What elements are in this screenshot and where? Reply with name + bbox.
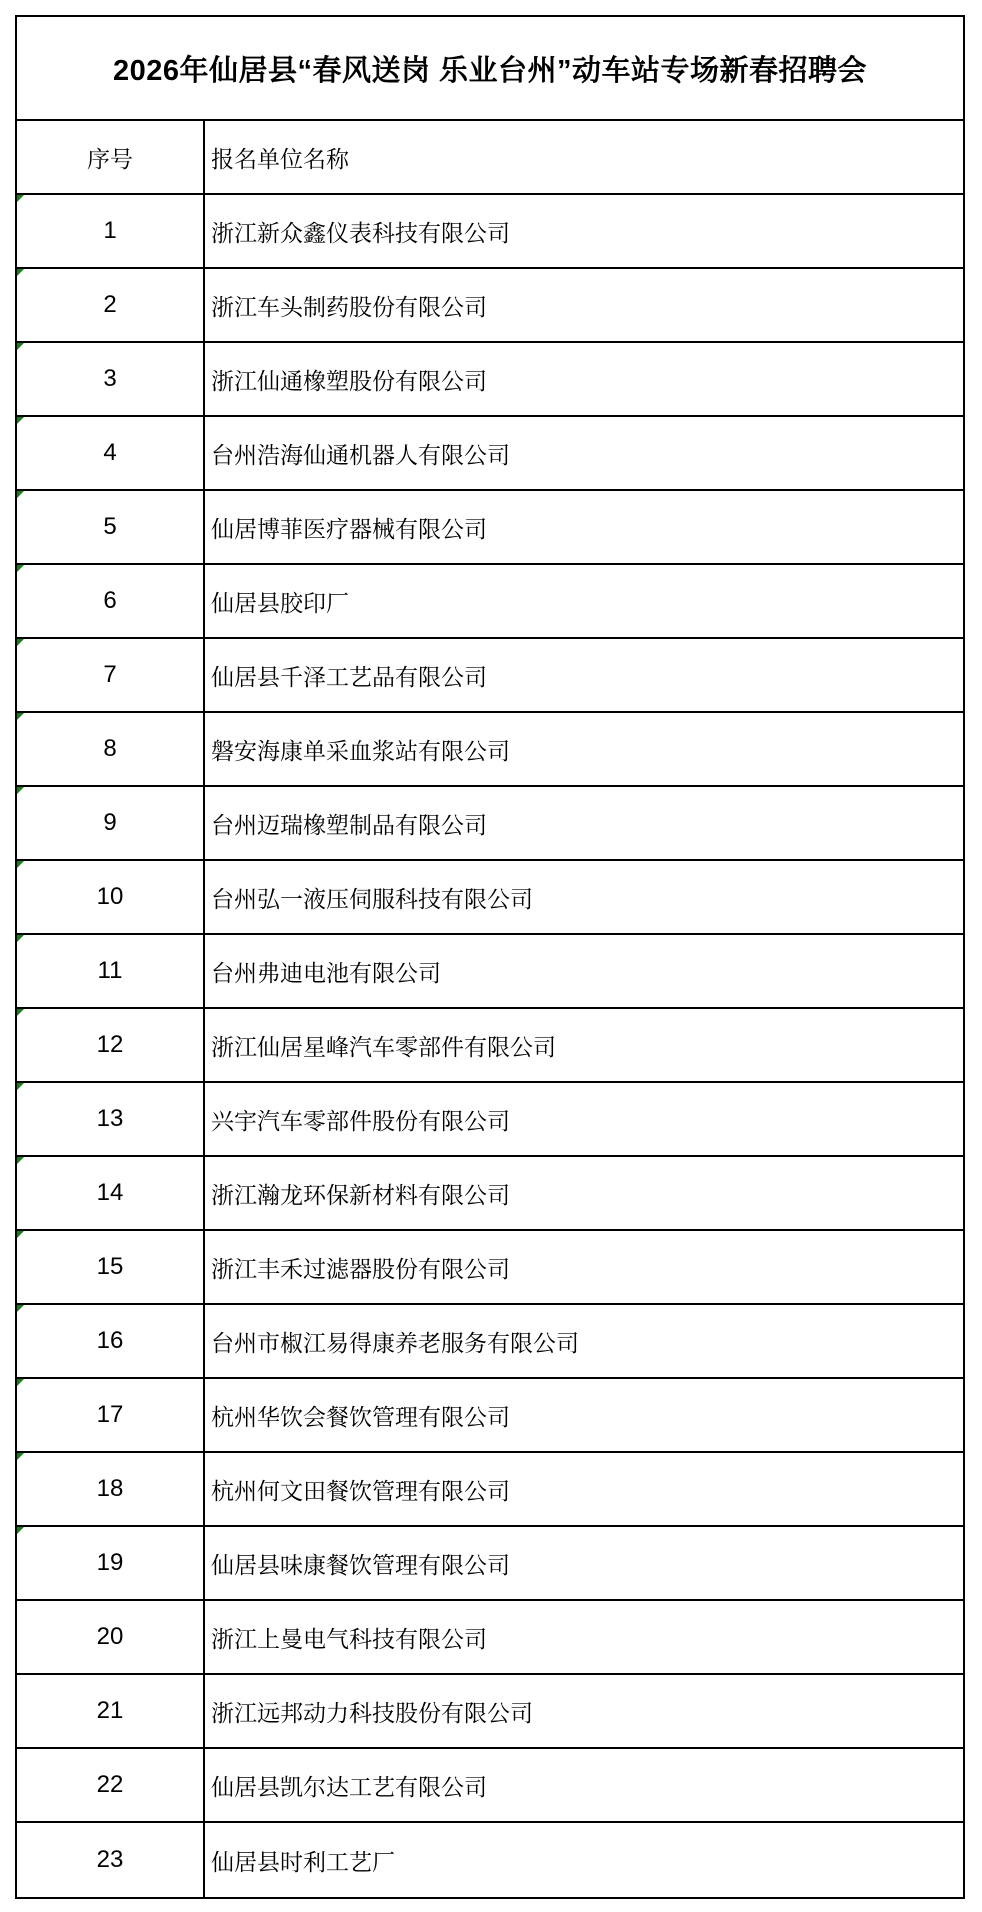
table-row — [17, 269, 963, 343]
company-name-cell[interactable]: 台州市椒江易得康养老服务有限公司 — [211, 1329, 579, 1356]
table-row — [17, 1527, 963, 1601]
table-row — [17, 1083, 963, 1157]
company-name-cell[interactable]: 浙江上曼电气科技有限公司 — [211, 1625, 487, 1652]
table-row — [17, 639, 963, 713]
cell-error-marker-icon — [17, 787, 24, 794]
serial-number-cell[interactable]: 8 — [17, 713, 205, 785]
company-name-cell[interactable]: 台州迈瑞橡塑制品有限公司 — [211, 811, 487, 838]
company-name-cell[interactable]: 仙居县胶印厂 — [211, 589, 349, 616]
registration-table — [15, 15, 965, 1899]
serial-number-cell[interactable]: 9 — [17, 787, 205, 859]
cell-error-marker-icon — [17, 417, 24, 424]
company-name-cell[interactable]: 浙江丰禾过滤器股份有限公司 — [211, 1255, 510, 1282]
table-row — [17, 1231, 963, 1305]
serial-number-cell[interactable]: 21 — [17, 1675, 205, 1747]
table-row — [17, 1749, 963, 1823]
cell-error-marker-icon — [17, 861, 24, 868]
table-row — [17, 491, 963, 565]
serial-number-cell[interactable]: 20 — [17, 1601, 205, 1673]
serial-number-cell[interactable]: 3 — [17, 343, 205, 415]
company-name-cell[interactable]: 杭州华饮会餐饮管理有限公司 — [211, 1403, 510, 1430]
company-name-cell[interactable]: 仙居博菲医疗器械有限公司 — [211, 515, 487, 542]
cell-error-marker-icon — [17, 1083, 24, 1090]
cell-error-marker-icon — [17, 713, 24, 720]
serial-number-cell[interactable]: 18 — [17, 1453, 205, 1525]
cell-error-marker-icon — [17, 935, 24, 942]
table-row — [17, 1305, 963, 1379]
table-row — [17, 1379, 963, 1453]
cell-error-marker-icon — [17, 639, 24, 646]
table-row — [17, 417, 963, 491]
cell-error-marker-icon — [17, 1305, 24, 1312]
cell-error-marker-icon — [17, 1527, 24, 1534]
company-name-cell[interactable]: 浙江仙居星峰汽车零部件有限公司 — [211, 1033, 556, 1060]
table-row — [17, 343, 963, 417]
table-header-row — [17, 121, 963, 195]
cell-error-marker-icon — [17, 565, 24, 572]
page-title: 2026年仙居县“春风送岗 乐业台州”动车站专场新春招聘会 — [112, 54, 868, 87]
company-name-cell[interactable]: 浙江车头制药股份有限公司 — [211, 293, 487, 320]
serial-number-cell[interactable]: 13 — [17, 1083, 205, 1155]
serial-number-cell[interactable]: 10 — [17, 861, 205, 933]
table-row — [17, 935, 963, 1009]
serial-number-cell[interactable]: 2 — [17, 269, 205, 341]
cell-error-marker-icon — [17, 1231, 24, 1238]
serial-number-cell[interactable]: 14 — [17, 1157, 205, 1229]
company-name-cell[interactable]: 浙江远邦动力科技股份有限公司 — [211, 1699, 533, 1726]
cell-error-marker-icon — [17, 195, 24, 202]
serial-number-cell[interactable]: 1 — [17, 195, 205, 267]
serial-number-cell[interactable]: 7 — [17, 639, 205, 711]
serial-number-cell[interactable]: 11 — [17, 935, 205, 1007]
table-row — [17, 713, 963, 787]
table-row — [17, 1453, 963, 1527]
cell-error-marker-icon — [17, 1453, 24, 1460]
company-name-cell[interactable]: 仙居县时利工艺厂 — [211, 1848, 395, 1875]
company-name-cell[interactable]: 浙江仙通橡塑股份有限公司 — [211, 367, 487, 394]
table-row — [17, 1675, 963, 1749]
serial-number-cell[interactable]: 22 — [17, 1749, 205, 1821]
table-row — [17, 195, 963, 269]
serial-number-cell[interactable]: 19 — [17, 1527, 205, 1599]
cell-error-marker-icon — [17, 1009, 24, 1016]
company-name-cell[interactable]: 磐安海康单采血浆站有限公司 — [211, 737, 510, 764]
title-row — [17, 17, 963, 121]
serial-number-cell[interactable]: 16 — [17, 1305, 205, 1377]
header-company-name: 报名单位名称 — [211, 145, 349, 172]
company-name-cell[interactable]: 台州弗迪电池有限公司 — [211, 959, 441, 986]
serial-number-cell[interactable]: 5 — [17, 491, 205, 563]
serial-number-cell[interactable]: 23 — [17, 1823, 205, 1897]
company-name-cell[interactable]: 仙居县千泽工艺品有限公司 — [211, 663, 487, 690]
company-name-cell[interactable]: 仙居县味康餐饮管理有限公司 — [211, 1551, 510, 1578]
table-row — [17, 1157, 963, 1231]
table-body — [17, 195, 963, 1897]
header-serial-number: 序号 — [17, 121, 205, 193]
cell-error-marker-icon — [17, 1379, 24, 1386]
company-name-cell[interactable]: 浙江瀚龙环保新材料有限公司 — [211, 1181, 510, 1208]
cell-error-marker-icon — [17, 491, 24, 498]
table-row — [17, 787, 963, 861]
table-row — [17, 565, 963, 639]
cell-error-marker-icon — [17, 1157, 24, 1164]
serial-number-cell[interactable]: 4 — [17, 417, 205, 489]
serial-number-cell[interactable]: 17 — [17, 1379, 205, 1451]
table-row — [17, 1823, 963, 1897]
company-name-cell[interactable]: 台州浩海仙通机器人有限公司 — [211, 441, 510, 468]
table-row — [17, 861, 963, 935]
company-name-cell[interactable]: 台州弘一液压伺服科技有限公司 — [211, 885, 533, 912]
company-name-cell[interactable]: 杭州何文田餐饮管理有限公司 — [211, 1477, 510, 1504]
company-name-cell[interactable]: 浙江新众鑫仪表科技有限公司 — [211, 219, 510, 246]
serial-number-cell[interactable]: 12 — [17, 1009, 205, 1081]
company-name-cell[interactable]: 兴宇汽车零部件股份有限公司 — [211, 1107, 510, 1134]
serial-number-cell[interactable]: 15 — [17, 1231, 205, 1303]
table-row — [17, 1601, 963, 1675]
company-name-cell[interactable]: 仙居县凯尔达工艺有限公司 — [211, 1773, 487, 1800]
cell-error-marker-icon — [17, 269, 24, 276]
table-row — [17, 1009, 963, 1083]
serial-number-cell[interactable]: 6 — [17, 565, 205, 637]
cell-error-marker-icon — [17, 343, 24, 350]
